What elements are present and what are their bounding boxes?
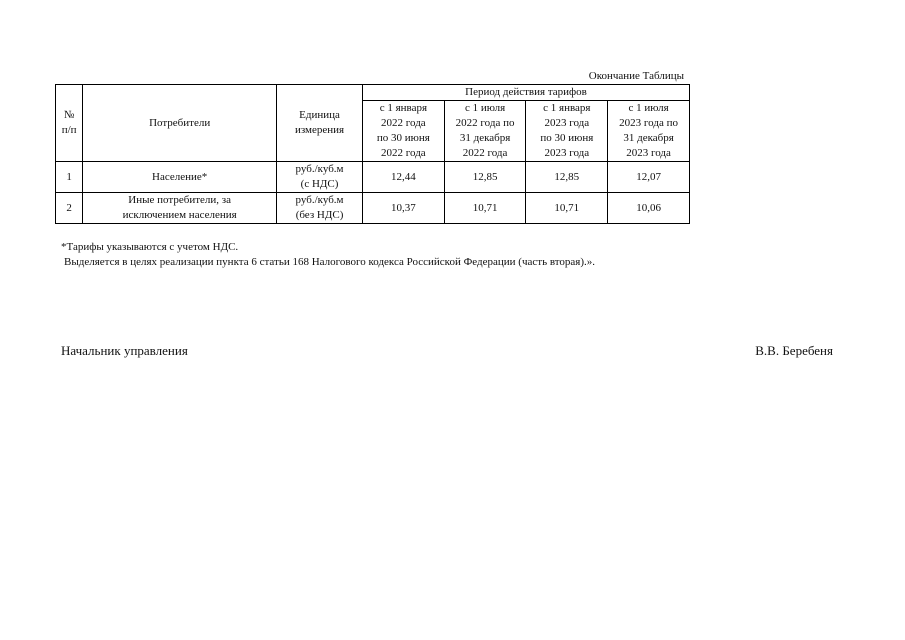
row-unit: руб./куб.м (с НДС) [277, 162, 363, 193]
row-value: 12,44 [363, 162, 445, 193]
footnote-vat: *Тарифы указываются с учетом НДС. [61, 241, 239, 253]
signature-position: Начальник управления [61, 343, 188, 358]
row-consumer: Население* [83, 162, 277, 193]
row-number: 1 [56, 162, 83, 193]
row-value: 12,85 [444, 162, 526, 193]
footnote-tax-code: Выделяется в целях реализации пункта 6 статьи 168 Налогового кодекса Российской Федерации (часть вторая).». [64, 256, 596, 268]
row-consumer: Иные потребители, за исключением населения [83, 193, 277, 224]
row-value: 12,85 [526, 162, 608, 193]
row-value: 10,06 [608, 193, 690, 224]
row-value: 12,07 [608, 162, 690, 193]
header-period-3: с 1 января 2023 года по 30 июня 2023 года [526, 101, 608, 162]
header-period: Период действия тарифов [363, 85, 690, 101]
row-value: 10,71 [526, 193, 608, 224]
table-caption: Окончание Таблицы [588, 70, 684, 82]
row-unit: руб./куб.м (без НДС) [277, 193, 363, 224]
signature-name: В.В. Беребеня [755, 343, 833, 358]
header-unit: Единица измерения [277, 85, 363, 162]
tariff-table [55, 84, 690, 224]
table-row [56, 162, 690, 193]
row-value: 10,37 [363, 193, 445, 224]
header-period-2: с 1 июля 2022 года по 31 декабря 2022 года [444, 101, 526, 162]
header-consumers: Потребители [83, 85, 277, 162]
header-period-4: с 1 июля 2023 года по 31 декабря 2023 года [608, 101, 690, 162]
header-period-1: с 1 января 2022 года по 30 июня 2022 года [363, 101, 445, 162]
row-number: 2 [56, 193, 83, 224]
row-value: 10,71 [444, 193, 526, 224]
table-row [56, 193, 690, 224]
header-number: № п/п [56, 85, 83, 162]
